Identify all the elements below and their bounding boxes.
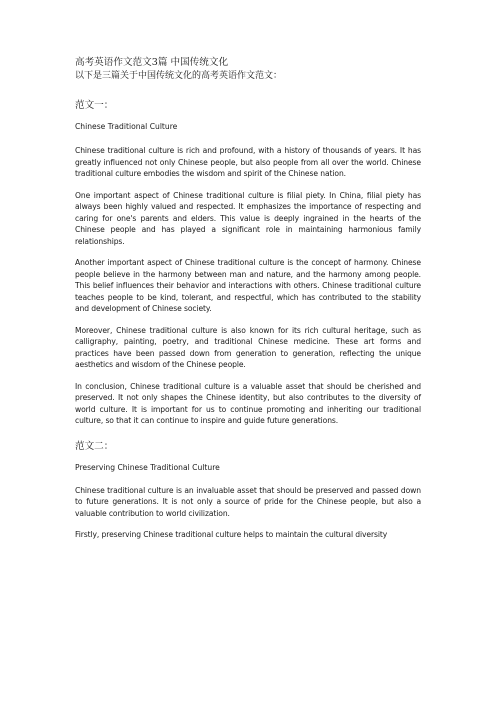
essay-1-paragraph: Moreover, Chinese traditional culture is also known for its rich cultural heritage, such as calligraphy, painting, poetry, and traditional Chinese medicine. These art forms and practices have been passed down from generation to generation, reflecting the unique aesthetics and wisdom of the Chinese people. <box>75 325 421 369</box>
essay-1-paragraph: Chinese traditional culture is rich and profound, with a history of thousands of years. It has greatly influenced not only Chinese people, but also people from all over the world. Chinese traditional culture embodies the wisdom and spirit of the Chinese nation. <box>75 146 421 178</box>
essay-1-label: 范文一： <box>75 100 114 111</box>
document-title: 高考英语作文范文3篇 中国传统文化 <box>75 57 229 68</box>
document-page <box>75 56 421 541</box>
essay-2-title: Preserving Chinese Traditional Culture <box>75 462 220 472</box>
document-intro: 以下是三篇关于中国传统文化的高考英语作文范文： <box>75 71 283 81</box>
essay-1-paragraph: In conclusion, Chinese traditional culture is a valuable asset that should be cherished and preserved. It not only shapes the Chinese identity, but also contributes to the diversity of world culture. It is important for us to continue promoting and inheriting our traditional culture, so that it can continue to inspire and guide future generations. <box>75 381 421 425</box>
essay-2-paragraph: Chinese traditional culture is an invaluable asset that should be preserved and passed down to future generations. It is not only a source of pride for the Chinese people, but also a valuable contribution to world civilization. <box>75 485 421 518</box>
essay-1-paragraph: One important aspect of Chinese traditional culture is filial piety. In China, filial piety has always been highly valued and respected. It emphasizes the importance of respecting and caring for one's parents and elders. This value is deeply ingrained in the hearts of the Chinese people and has played a significant role in maintaining harmonious family relationships. <box>75 190 421 246</box>
essay-2-paragraph: Firstly, preserving Chinese traditional culture helps to maintain the cultural diversity <box>75 530 388 539</box>
essay-2-label: 范文二： <box>75 440 114 452</box>
essay-1-title: Chinese Traditional Culture <box>75 122 178 131</box>
essay-1-paragraph: Another important aspect of Chinese traditional culture is the concept of harmony. Chinese people believe in the harmony between man and nature, and the harmony among people. This belief influences their behavior and interactions with others. Chinese traditional culture teaches people to be kind, tolerant, and respectful, which has contributed to the stability and development of Chinese society. <box>75 258 421 313</box>
